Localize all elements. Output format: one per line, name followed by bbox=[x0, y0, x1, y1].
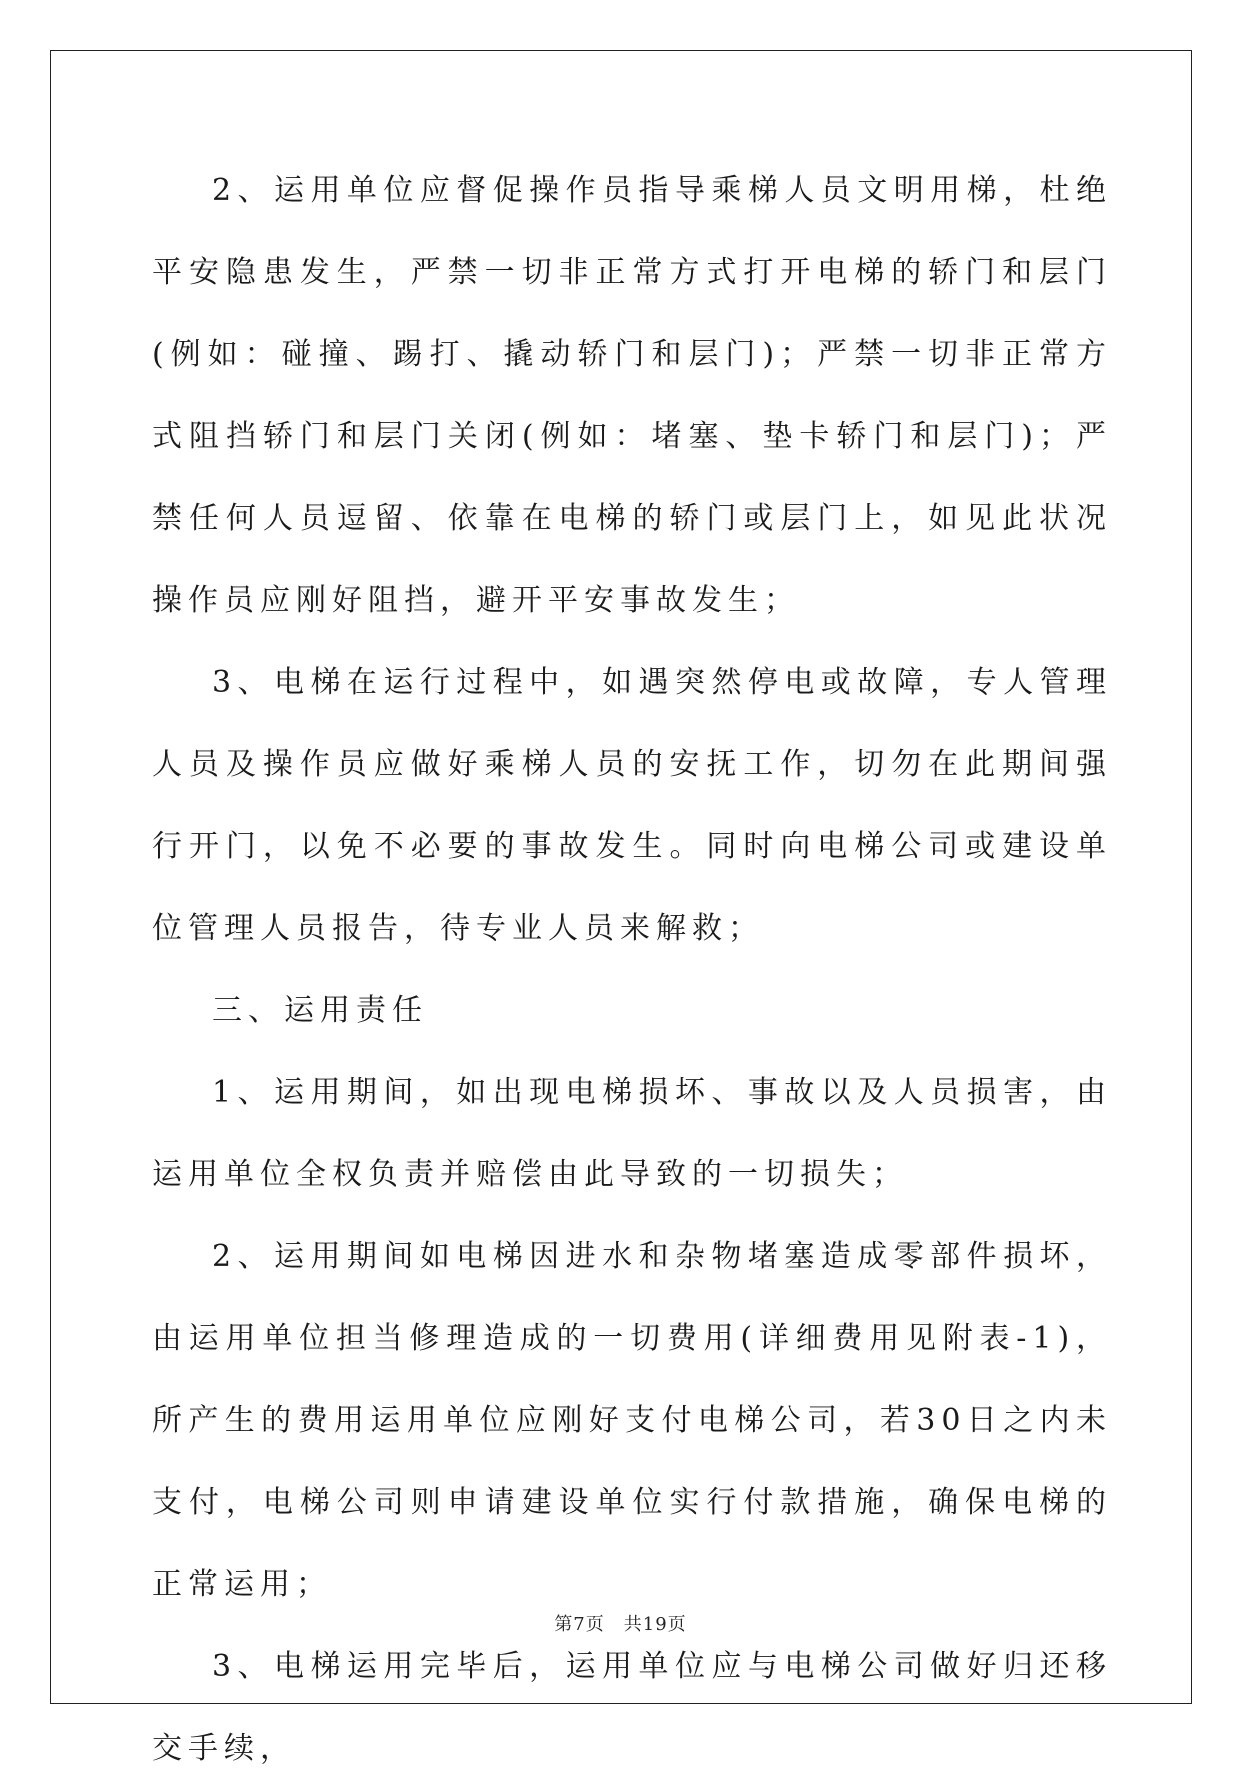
paragraph-elevator-civilized-use: 2、运用单位应督促操作员指导乘梯人员文明用梯，杜绝平安隐患发生，严禁一切非正常方式打开电梯的轿门和层门(例如：碰撞、踢打、撬动轿门和层门)；严禁一切非正常方式阻挡轿门和层门关闭(例如：堵塞、垫卡轿门和层门)；严禁任何人员逗留、依靠在电梯的轿门或层门上，如见此状况操作员应刚好阻挡，避开平安事故发生； bbox=[152, 173, 1112, 618]
document-body bbox=[152, 150, 1112, 1790]
section-heading-usage-responsibility: 三、运用责任 bbox=[212, 993, 428, 1028]
paragraph-handover: 3、电梯运用完毕后，运用单位应与电梯公司做好归还移交手续， bbox=[152, 1649, 1112, 1766]
paragraph-repair-costs: 2、运用期间如电梯因进水和杂物堵塞造成零部件损坏，由运用单位担当修理造成的一切费用(详细费用见附表-1)，所产生的费用运用单位应刚好支付电梯公司，若30日之内未支付，电梯公司则申请建设单位实行付款措施，确保电梯的正常运用； bbox=[152, 1239, 1112, 1602]
page-footer bbox=[0, 1610, 1241, 1636]
page-number: 第7页 共19页 bbox=[554, 1614, 687, 1635]
paragraph-damage-liability: 1、运用期间，如出现电梯损坏、事故以及人员损害，由运用单位全权负责并赔偿由此导致的一切损失； bbox=[152, 1075, 1112, 1192]
paragraph-power-failure: 3、电梯在运行过程中，如遇突然停电或故障，专人管理人员及操作员应做好乘梯人员的安抚工作，切勿在此期间强行开门，以免不必要的事故发生。同时向电梯公司或建设单位管理人员报告，待专业人员来解救； bbox=[152, 665, 1112, 946]
